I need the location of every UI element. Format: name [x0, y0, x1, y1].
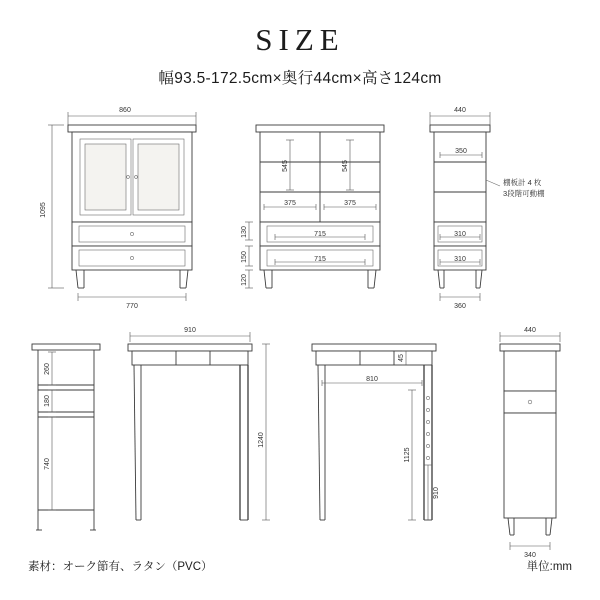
shelf-note-line2: 3段階可動棚 — [503, 189, 545, 198]
view-side-shelf — [32, 344, 100, 530]
dim-375-right: 375 — [344, 200, 356, 207]
dim-1125: 1125 — [404, 447, 411, 463]
dim-350: 350 — [455, 148, 467, 155]
dim-360-bottom: 360 — [454, 303, 466, 310]
view-desk-extension — [312, 344, 440, 520]
view-front-interior — [241, 125, 384, 288]
dim-340-bottom: 340 — [524, 552, 536, 559]
dim-440-narrow-top: 440 — [524, 327, 536, 334]
dim-740: 740 — [44, 458, 51, 470]
dim-545-right: 545 — [342, 160, 349, 172]
dim-910-right: 910 — [433, 487, 440, 499]
view-desk — [128, 327, 270, 520]
dim-260: 260 — [44, 363, 51, 375]
dim-375-left: 375 — [284, 200, 296, 207]
dim-310-lower: 310 — [454, 256, 466, 263]
page-subtitle: 幅93.5-172.5cm×奥行44cm×高さ124cm — [158, 70, 442, 87]
shelf-note-line1: 棚板計 4 枚 — [503, 178, 542, 187]
dim-180: 180 — [44, 395, 51, 407]
dim-545-left: 545 — [282, 160, 289, 172]
dim-45: 45 — [398, 354, 405, 362]
unit-note: 単位:mm — [526, 561, 572, 573]
dim-130: 130 — [241, 226, 248, 238]
dim-910-top: 910 — [184, 327, 196, 334]
page-title: SIZE — [255, 22, 345, 57]
dim-715-upper: 715 — [314, 231, 326, 238]
dim-810: 810 — [366, 376, 378, 383]
dim-150: 150 — [241, 251, 248, 263]
view-side-cabinet — [430, 107, 545, 310]
dim-715-lower: 715 — [314, 256, 326, 263]
dim-1095-left: 1095 — [40, 202, 47, 218]
material-note: 素材：オーク節有、ラタン（PVC） — [28, 561, 213, 573]
view-front-cabinet — [40, 107, 196, 310]
dim-310-upper: 310 — [454, 231, 466, 238]
dim-770-bottom: 770 — [126, 303, 138, 310]
dim-860-top: 860 — [119, 107, 131, 114]
dim-440-top: 440 — [454, 107, 466, 114]
view-cabinet-narrow — [500, 327, 560, 559]
dim-120: 120 — [241, 274, 248, 286]
dim-1240: 1240 — [258, 432, 265, 448]
